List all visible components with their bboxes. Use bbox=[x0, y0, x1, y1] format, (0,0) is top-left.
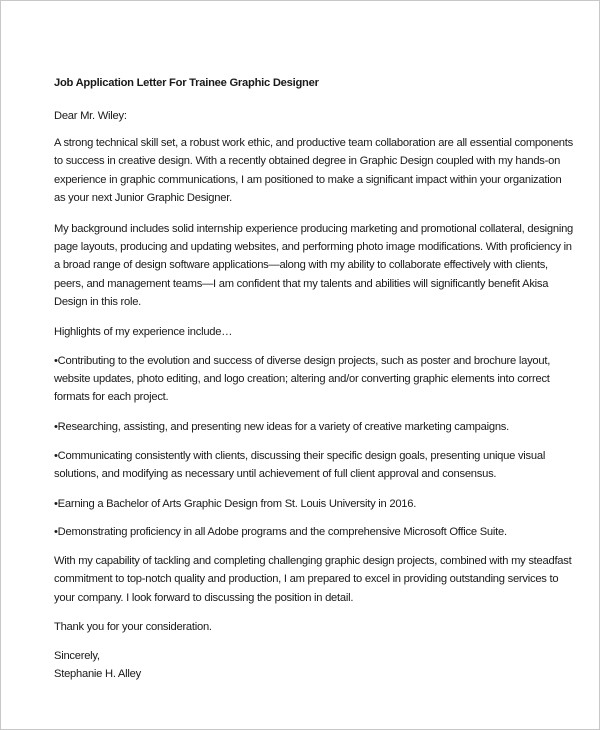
signature-name: Stephanie H. Alley bbox=[54, 667, 141, 680]
highlight-item: •Demonstrating proficiency in all Adobe programs and the comprehensive Microsoft Office Suite. bbox=[54, 525, 507, 538]
paragraph-background: My background includes solid internship experience producing marketing and promotional collateral, designing page layouts, producing and updating websites, and performing photo image modifications. With proficiency in a broad range of design software applications—along with my ability to collaborate effectively with clients, peers, and management teams—I am confident that my talents and abilities will significantly benefit Akisa Design in this role. bbox=[54, 222, 574, 309]
highlight-item: •Communicating consistently with clients, discussing their specific design goals, presenting unique visual solutions, and modifying as necessary until achievement of full client approval and consensus. bbox=[54, 449, 546, 481]
highlights-intro: Highlights of my experience include… bbox=[54, 325, 233, 338]
letter-title: Job Application Letter For Trainee Graphic Designer bbox=[54, 77, 319, 89]
letter-body bbox=[54, 75, 574, 683]
salutation: Dear Mr. Wiley: bbox=[54, 110, 127, 122]
thanks-line: Thank you for your consideration. bbox=[54, 620, 212, 633]
paragraph-intro: A strong technical skill set, a robust work ethic, and productive team collaboration are all essential components to success in creative design. With a recently obtained degree in Graphic Design coupled with my hands-on experience in graphic communications, I am positioned to make a significant impact within your organization as your next Junior Graphic Designer. bbox=[54, 137, 573, 205]
highlight-item: •Contributing to the evolution and success of diverse design projects, such as poster and brochure layout, website updates, photo editing, and logo creation; altering and/or converting graphic elements into correct formats for each project. bbox=[54, 354, 551, 404]
signature-block bbox=[54, 647, 574, 683]
sign-off: Sincerely, bbox=[54, 649, 100, 662]
highlight-item: •Researching, assisting, and presenting new ideas for a variety of creative marketing campaigns. bbox=[54, 420, 510, 433]
paragraph-closing: With my capability of tackling and completing challenging graphic design projects, combined with my steadfast commitment to top-notch quality and production, I am prepared to excel in providing outstanding services to your company. I look forward to discussing the position in detail. bbox=[54, 554, 572, 604]
highlight-item: •Earning a Bachelor of Arts Graphic Design from St. Louis University in 2016. bbox=[54, 497, 417, 510]
